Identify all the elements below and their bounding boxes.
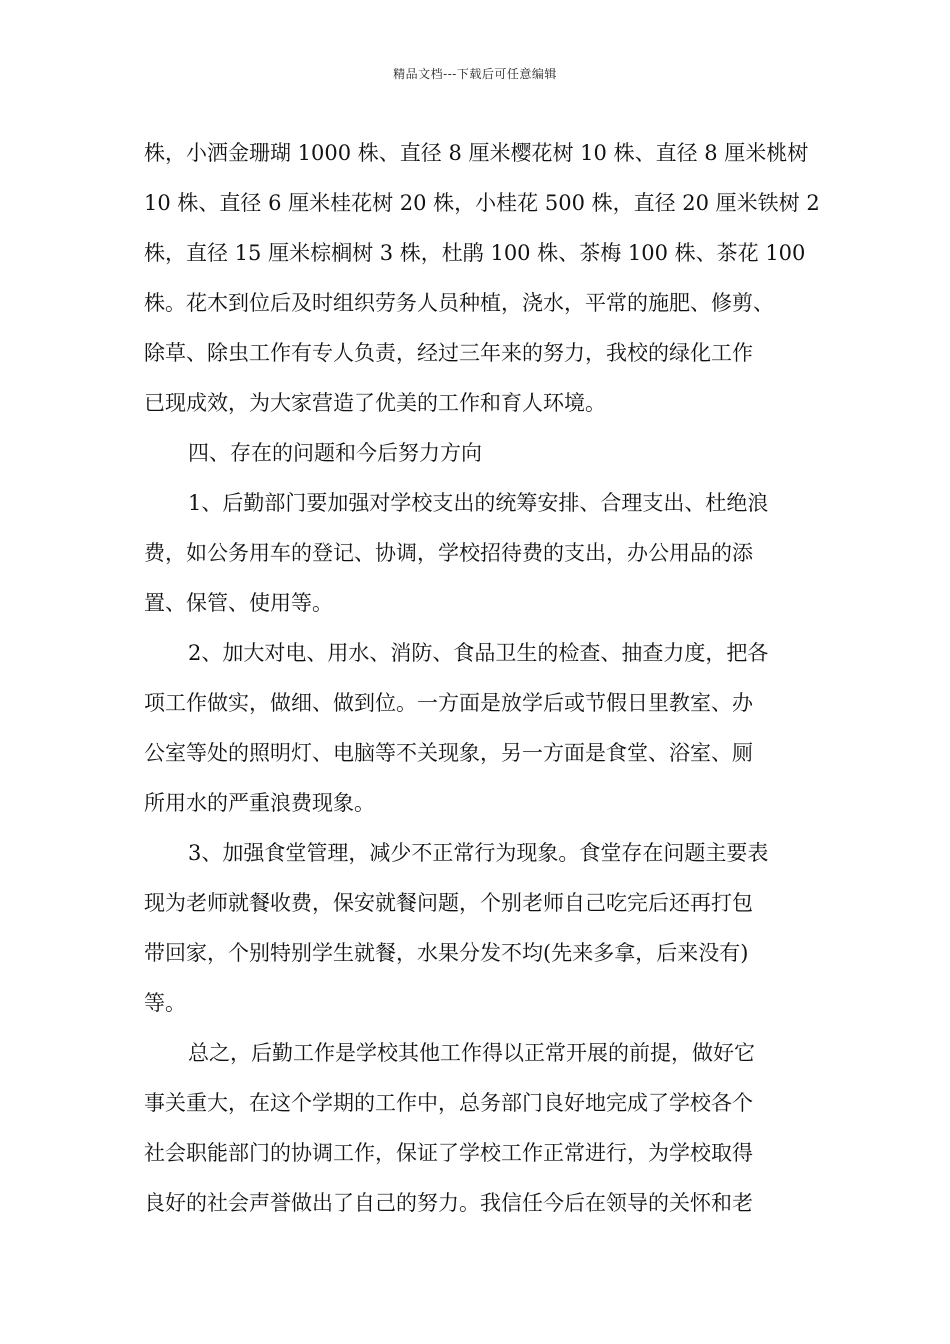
text-line: 置、保管、使用等。 [144,591,333,615]
text-line: 公室等处的照明灯、电脑等不关现象，另一方面是食堂、浴室、厕 [144,741,753,765]
text-line: 费，如公务用车的登记、协调，学校招待费的支出，办公用品的添 [144,541,753,565]
text-line: 带回家，个别特别学生就餐，水果分发不均(先来多拿，后来没有) [144,941,749,965]
section-heading: 四、存在的问题和今后努力方向 [188,441,482,465]
text-line: 现为老师就餐收费，保安就餐问题，个别老师自己吃完后还再打包 [144,891,753,915]
text-line: 2、加大对电、用水、消防、食品卫生的检查、抽查力度，把各 [188,641,769,665]
text-line: 社会职能部门的协调工作，保证了学校工作正常进行，为学校取得 [144,1141,753,1165]
text-line: 良好的社会声誉做出了自己的努力。我信任今后在领导的关怀和老 [144,1191,753,1215]
text-line: 3、加强食堂管理，减少不正常行为现象。食堂存在问题主要表 [188,841,769,865]
text-line: 所用水的严重浪费现象。 [144,791,375,815]
text-line: 株，直径 15 厘米棕榈树 3 株，杜鹃 100 株、茶梅 100 株、茶花 100 [144,241,806,265]
text-line: 株，小洒金珊瑚 1000 株、直径 8 厘米樱花树 10 株、直径 8 厘米桃树 [144,141,809,165]
page-header: 精品文档---下载后可任意编辑 [393,67,557,81]
text-line: 1、后勤部门要加强对学校支出的统筹安排、合理支出、杜绝浪 [188,491,769,515]
text-line: 10 株、直径 6 厘米桂花树 20 株，小桂花 500 株，直径 20 厘米铁树 2 [144,191,820,215]
text-line: 除草、除虫工作有专人负责，经过三年来的努力，我校的绿化工作 [144,341,753,365]
text-line: 等。 [144,991,186,1015]
text-line: 已现成效，为大家营造了优美的工作和育人环境。 [144,391,606,415]
text-line: 总之，后勤工作是学校其他工作得以正常开展的前提，做好它 [188,1041,755,1065]
text-line: 株。花木到位后及时组织劳务人员种植，浇水，平常的施肥、修剪、 [144,291,774,315]
document-body [144,128,824,1228]
text-line: 事关重大，在这个学期的工作中，总务部门良好地完成了学校各个 [144,1091,753,1115]
text-line: 项工作做实，做细、做到位。一方面是放学后或节假日里教室、办 [144,691,753,715]
